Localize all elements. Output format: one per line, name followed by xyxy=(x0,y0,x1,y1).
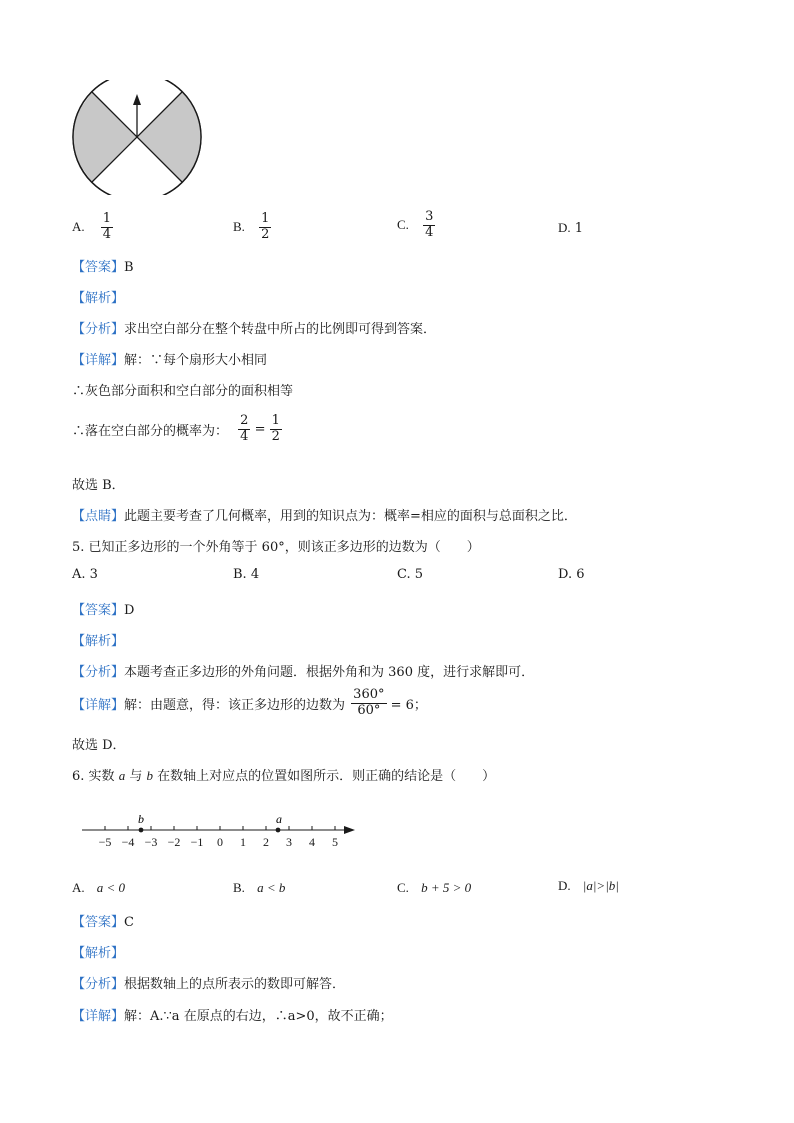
q6-option-d: D. |a|>|b| xyxy=(558,878,619,893)
q6-detail: 【详解】解：A.∵a 在原点的右边，∴a>0，故不正确； xyxy=(72,1009,393,1024)
q5-choose: 故选 D． xyxy=(72,738,126,753)
q4-answer: 【答案】B xyxy=(72,260,134,275)
point-b xyxy=(139,828,144,833)
q6-fenxi: 【分析】根据数轴上的点所表示的数即可解答． xyxy=(72,977,346,992)
number-line-tick-label: −3 xyxy=(144,835,158,849)
q6-analysis-tag: 【解析】 xyxy=(72,946,125,961)
number-line-tick-label: 5 xyxy=(332,835,338,849)
q4-dianjing: 【点睛】此题主要考查了几何概率，用到的知识点为：概率=相应的面积与总面积之比． xyxy=(72,509,577,524)
q5-detail: 【详解】解：由题意，得：该正多边形的边数为 $\frac{360^\circ}{60^\circ}$ = 6； xyxy=(72,687,427,718)
q4-fenxi: 【分析】求出空白部分在整个转盘中所占的比例即可得到答案． xyxy=(72,322,437,337)
number-line xyxy=(78,808,360,856)
q4-choose: 故选 B． xyxy=(72,478,125,493)
number-line-tick-label: −5 xyxy=(98,835,112,849)
q4-option-d: D. 1 xyxy=(558,220,584,236)
number-line-tick-label: 3 xyxy=(286,835,292,849)
q4-line2: ∴灰色部分面积和空白部分的面积相等 xyxy=(72,384,294,399)
number-line-tick-label: −1 xyxy=(190,835,204,849)
number-line-tick-label: 4 xyxy=(309,835,315,849)
q4-line3: ∴落在空白部分的概率为： $\frac{2}{4}$ = $\frac{1}{2}$ xyxy=(72,413,280,444)
number-line-tick-label: −4 xyxy=(121,835,135,849)
q5-analysis-tag: 【解析】 xyxy=(72,634,125,649)
spinner-figure xyxy=(70,80,205,195)
q5-option-d: D. 6 xyxy=(558,567,585,582)
q6-answer: 【答案】C xyxy=(72,915,134,930)
number-line-arrowhead xyxy=(344,826,355,834)
number-line-tick-label: 0 xyxy=(217,835,223,849)
q5-question: 5. 已知正多边形的一个外角等于 60°，则该正多边形的边数为（ ） xyxy=(72,540,480,555)
q5-option-b: B. 4 xyxy=(233,567,260,582)
q6-question: 6. 实数 a 与 b 在数轴上对应点的位置如图所示．则正确的结论是（ ） xyxy=(72,768,496,784)
number-line-tick-label: 1 xyxy=(240,835,246,849)
q5-fenxi: 【分析】本题考查正多边形的外角问题．根据外角和为 360 度，进行求解即可． xyxy=(72,665,535,680)
number-line-tick-label: 2 xyxy=(263,835,269,849)
point-b-label: b xyxy=(138,812,144,826)
q4-detail: 【详解】解：∵每个扇形大小相同 xyxy=(72,353,268,368)
q4-analysis-tag: 【解析】 xyxy=(72,291,125,306)
q6-option-c: C. b + 5 > 0 xyxy=(397,880,472,895)
q5-option-c: C. 5 xyxy=(397,567,424,582)
q4-option-b: B. $\frac{1}{2}$ xyxy=(233,211,270,242)
q4-option-a: A. $\frac{1}{4}$ xyxy=(72,211,112,242)
q6-option-a: A. a < 0 xyxy=(72,880,126,895)
number-line-tick-label: −2 xyxy=(167,835,181,849)
q5-answer: 【答案】D xyxy=(72,603,135,618)
q6-option-b: B. a < b xyxy=(233,880,286,895)
point-a-label: a xyxy=(276,812,282,826)
point-a xyxy=(276,828,281,833)
q4-option-c: C. $\frac{3}{4}$ xyxy=(397,209,434,240)
q5-option-a: A. 3 xyxy=(72,567,98,582)
